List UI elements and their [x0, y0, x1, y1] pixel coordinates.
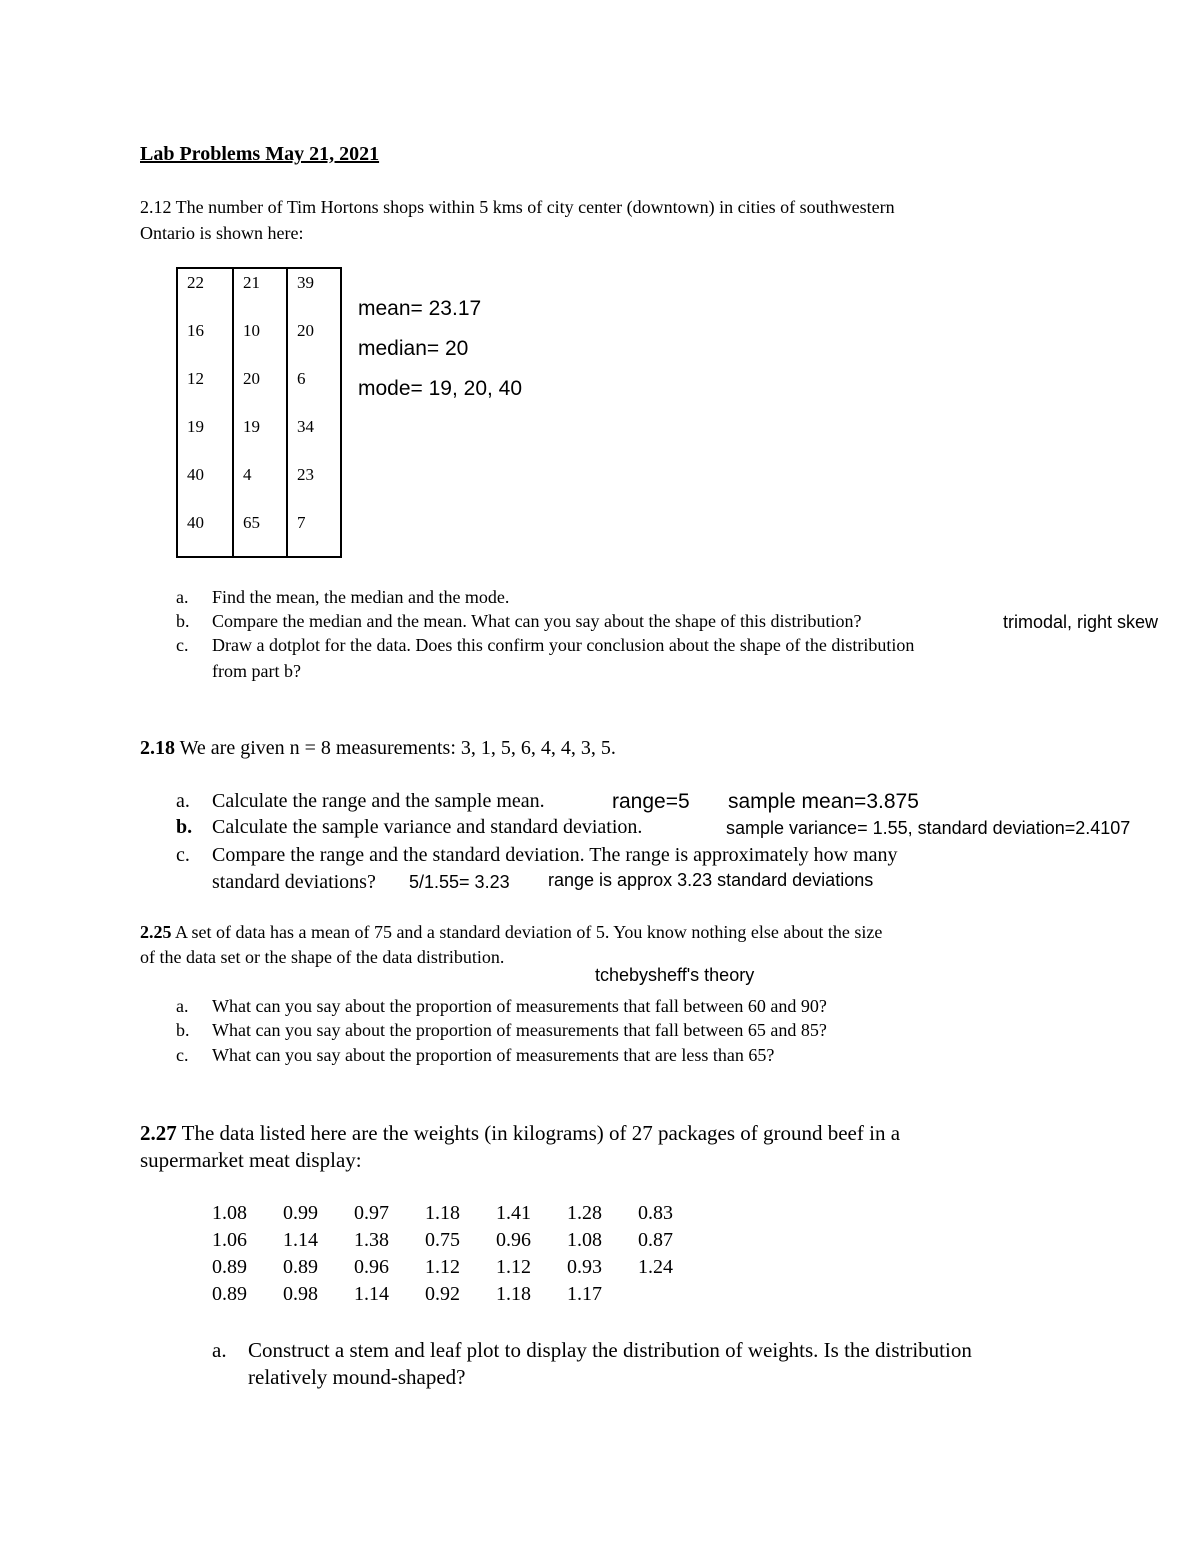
table-cell: 0.75: [425, 1229, 460, 1251]
list-letter: a.: [212, 1338, 227, 1362]
table-cell: 0.96: [496, 1229, 531, 1251]
list-item: [176, 790, 545, 813]
q227-intro-line2: supermarket meat display:: [140, 1148, 362, 1172]
list-letter: c.: [176, 844, 190, 866]
question-text: A set of data has a mean of 75 and a standard deviation of 5. You know nothing else about the size: [171, 922, 883, 942]
table-cell: 1.18: [425, 1202, 460, 1224]
table-column: [178, 269, 232, 556]
list-item-text: What can you say about the proportion of measurements that are less than 65?: [212, 1045, 775, 1065]
table-cell: 7: [297, 513, 306, 532]
table-cell: 0.99: [283, 1202, 318, 1224]
list-item: [176, 611, 862, 632]
table-cell: 0.98: [283, 1283, 318, 1305]
q218-answer-approx: range is approx 3.23 standard deviations: [548, 870, 874, 890]
q218-answer-variance: sample variance= 1.55, standard deviation=2.4107: [726, 818, 1131, 838]
list-item: [176, 587, 509, 608]
q227-weights-table: [212, 1202, 709, 1310]
q218-answer-ratio: 5/1.55= 3.23: [409, 872, 510, 892]
table-cell: 39: [297, 273, 314, 292]
list-item-text: What can you say about the proportion of measurements that fall between 65 and 85?: [212, 1020, 827, 1040]
table-cell: 1.12: [496, 1256, 531, 1278]
q225-intro-line2: of the data set or the shape of the data distribution.: [140, 947, 505, 967]
q218-answer-mean: sample mean=3.875: [728, 790, 919, 813]
q218-intro: [140, 737, 616, 760]
question-number: 2.18: [140, 737, 175, 759]
table-cell: 1.06: [212, 1229, 247, 1251]
table-cell: 0.96: [354, 1256, 389, 1278]
table-cell: 1.38: [354, 1229, 389, 1251]
list-item-text: What can you say about the proportion of measurements that fall between 60 and 90?: [212, 996, 827, 1016]
list-item: [176, 816, 642, 839]
list-letter: b.: [176, 816, 193, 838]
table-cell: 12: [187, 369, 204, 388]
table-cell: 19: [187, 417, 204, 436]
list-item-continuation: relatively mound-shaped?: [248, 1365, 466, 1389]
table-cell: 1.14: [283, 1229, 318, 1251]
list-item: [176, 1020, 827, 1041]
table-cell: 6: [297, 369, 306, 388]
table-cell: 1.17: [567, 1283, 602, 1305]
table-cell: 1.08: [212, 1202, 247, 1224]
table-row: [212, 1283, 709, 1310]
table-cell: 1.12: [425, 1256, 460, 1278]
table-cell: 1.08: [567, 1229, 602, 1251]
list-letter: b.: [176, 1020, 190, 1040]
table-cell: 0.87: [638, 1229, 673, 1251]
list-item: [176, 996, 827, 1017]
list-item-text: Compare the range and the standard deviation. The range is approximately how many: [212, 844, 898, 866]
table-cell: 1.18: [496, 1283, 531, 1305]
page-title: Lab Problems May 21, 2021: [140, 143, 380, 165]
table-cell: 16: [187, 321, 204, 340]
table-cell: [638, 1283, 709, 1310]
table-cell: 4: [243, 465, 252, 484]
q212-note-median: median= 20: [358, 337, 469, 360]
table-cell: 34: [297, 417, 314, 436]
table-cell: 19: [243, 417, 260, 436]
table-cell: 1.24: [638, 1256, 673, 1278]
q225-note: tchebysheff's theory: [595, 965, 755, 985]
q212-intro-line1: 2.12 The number of Tim Hortons shops within 5 kms of city center (downtown) in cities of southwestern: [140, 197, 895, 217]
list-letter: a.: [176, 587, 189, 607]
table-row: [212, 1202, 709, 1229]
question-text: The data listed here are the weights (in kilograms) of 27 packages of ground beef in a: [176, 1121, 901, 1145]
list-item-text: Draw a dotplot for the data. Does this confirm your conclusion about the shape of the distribution: [212, 635, 915, 655]
list-item-text: Compare the median and the mean. What can you say about the shape of this distribution?: [212, 611, 862, 631]
q227-intro-line1: [140, 1121, 900, 1146]
table-cell: 0.93: [567, 1256, 602, 1278]
list-item-continuation: standard deviations?: [212, 871, 376, 893]
list-item-text: Construct a stem and leaf plot to display the distribution of weights. Is the distribution: [248, 1338, 972, 1362]
question-number: 2.27: [140, 1121, 177, 1145]
q212-answer-b: trimodal, right skew: [1003, 612, 1159, 632]
table-cell: 1.41: [496, 1202, 531, 1224]
table-cell: 40: [187, 465, 204, 484]
list-item-continuation: from part b?: [212, 661, 301, 681]
table-cell: 20: [243, 369, 260, 388]
list-letter: c.: [176, 635, 189, 655]
table-cell: 0.92: [425, 1283, 460, 1305]
question-text: We are given n = 8 measurements: 3, 1, 5, 6, 4, 4, 3, 5.: [175, 737, 616, 759]
table-cell: 22: [187, 273, 204, 292]
table-cell: 23: [297, 465, 314, 484]
table-column: [232, 269, 286, 556]
table-row: [212, 1256, 709, 1283]
list-item-text: Calculate the range and the sample mean.: [212, 790, 545, 812]
table-cell: 0.97: [354, 1202, 389, 1224]
table-cell: 21: [243, 273, 260, 292]
question-number: 2.25: [140, 922, 172, 942]
list-item-text: Find the mean, the median and the mode.: [212, 587, 510, 607]
q225-intro-line1: [140, 922, 882, 943]
table-cell: 40: [187, 513, 204, 532]
table-cell: 1.28: [567, 1202, 602, 1224]
q218-answer-range: range=5: [612, 790, 690, 813]
list-item: [176, 635, 914, 656]
table-cell: 10: [243, 321, 260, 340]
list-item: [176, 844, 898, 867]
list-letter: a.: [176, 996, 189, 1016]
table-cell: 0.89: [212, 1283, 247, 1305]
list-item: [176, 1045, 774, 1066]
table-cell: 0.89: [212, 1256, 247, 1278]
q212-note-mean: mean= 23.17: [358, 297, 482, 320]
list-letter: b.: [176, 611, 190, 631]
q212-note-mode: mode= 19, 20, 40: [358, 377, 523, 400]
table-row: [212, 1229, 709, 1256]
table-cell: 65: [243, 513, 260, 532]
q212-intro-line2: Ontario is shown here:: [140, 223, 304, 243]
table-cell: 1.14: [354, 1283, 389, 1305]
table-cell: 0.89: [283, 1256, 318, 1278]
table-cell: 0.83: [638, 1202, 673, 1224]
list-item: [212, 1338, 972, 1363]
q212-data-table: [176, 267, 342, 558]
table-cell: 20: [297, 321, 314, 340]
list-letter: a.: [176, 790, 190, 812]
list-item-text: Calculate the sample variance and standard deviation.: [212, 816, 643, 838]
list-letter: c.: [176, 1045, 189, 1065]
table-column: [286, 269, 340, 556]
